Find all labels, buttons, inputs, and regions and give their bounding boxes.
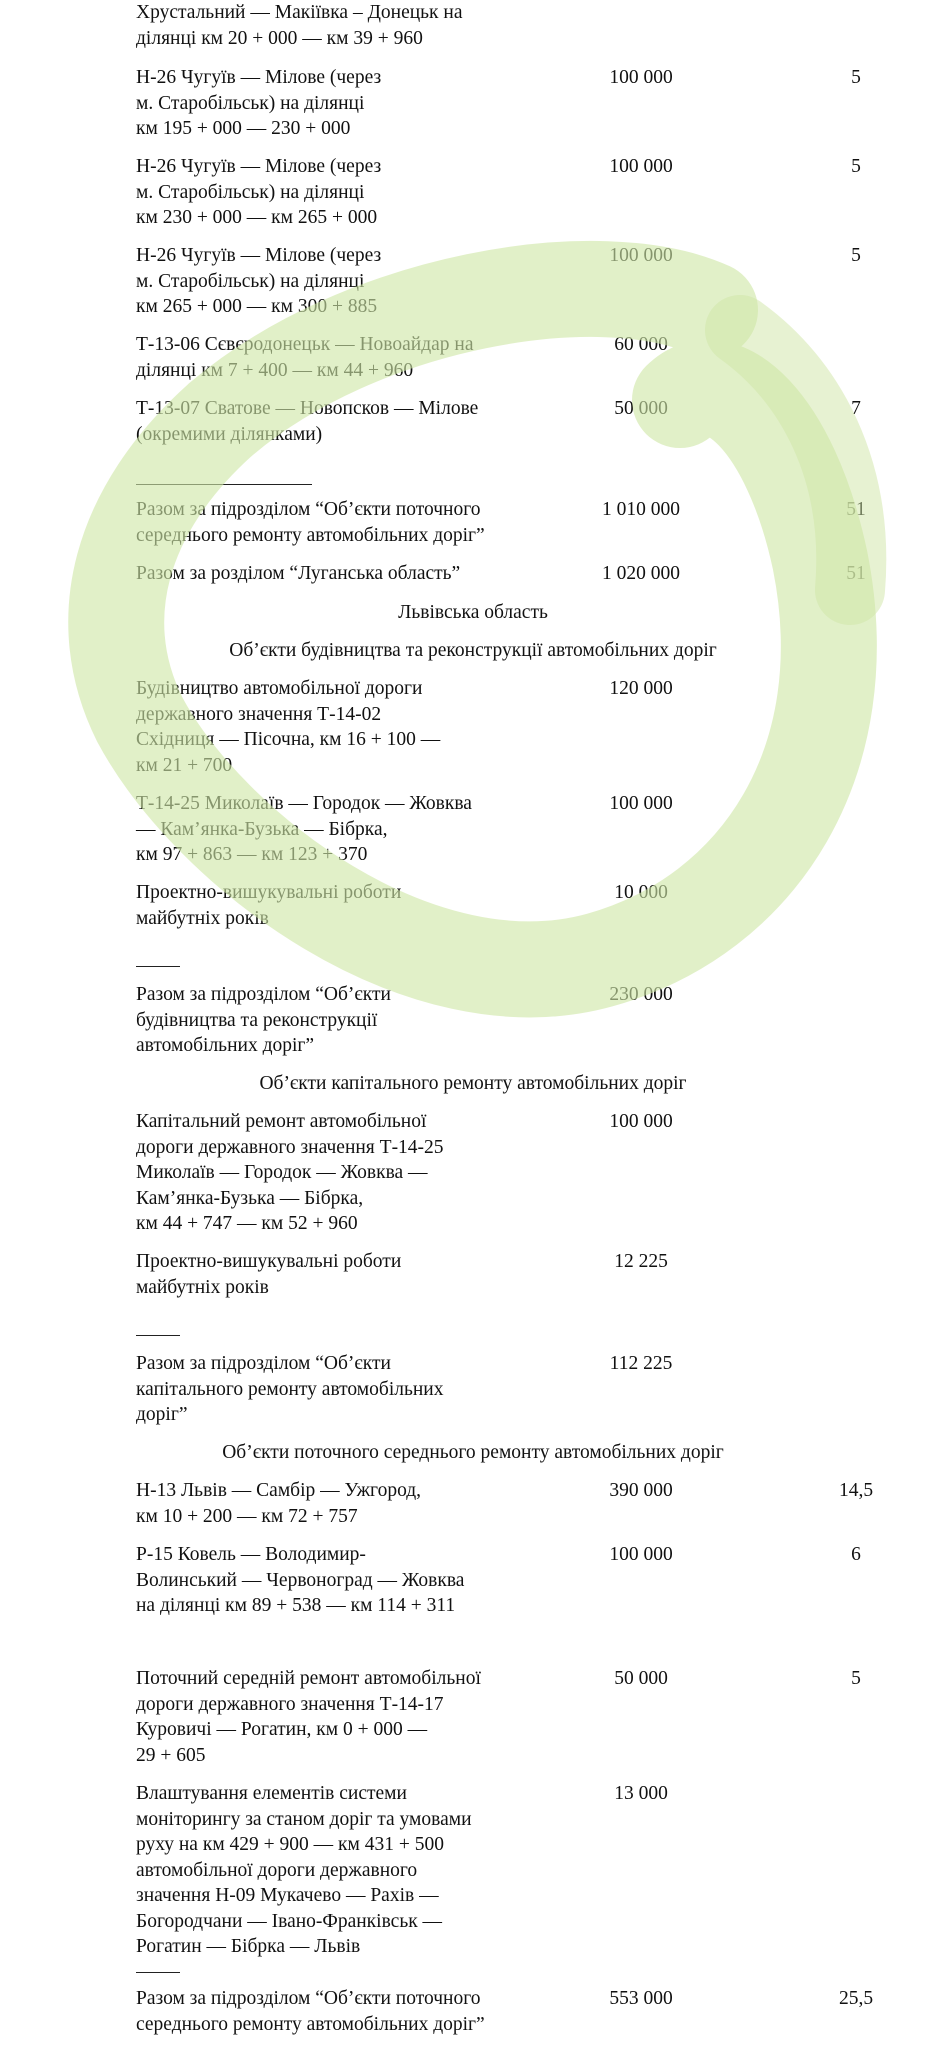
amount-value: 60 000	[614, 334, 668, 355]
region-heading: Львівська область	[398, 602, 548, 623]
subtotal-label: Разом за підрозділом “Об’єкти будівництва та реконструкції автомобільних доріг”	[136, 984, 391, 1056]
length-value: 5	[851, 67, 861, 88]
subtotal-label: Разом за підрозділом “Об’єкти капітального ремонту автомобільних доріг”	[136, 1353, 444, 1425]
object-name: Н-26 Чугуїв — Мілове (через м. Старобільськ) на ділянці км 195 + 000 — 230 + 000	[136, 67, 382, 139]
section-heading: Об’єкти поточного середнього ремонту автомобільних доріг	[222, 1442, 724, 1463]
object-name: Проектно-вишукувальні роботи майбутніх років	[136, 882, 402, 929]
object-name: Влаштування елементів системи моніторингу за станом доріг та умовами руху на км 429 + 900 — км 431 + 500 автомобільної дороги державного значення Н-09 Мукачево — Рахів — Богородчани — Івано-Франківськ — Рогатин — Бібрка — Львів	[136, 1783, 472, 1957]
length-value: 7	[851, 398, 861, 419]
amount-value: 50 000	[614, 398, 668, 419]
object-name: Проектно-вишукувальні роботи майбутніх років	[136, 1251, 402, 1298]
amount-value: 100 000	[609, 156, 673, 177]
section-heading: Об’єкти будівництва та реконструкції автомобільних доріг	[229, 640, 717, 661]
subtotal-amount: 1 010 000	[602, 499, 680, 520]
amount-value: 390 000	[609, 1480, 673, 1501]
divider	[136, 1972, 180, 1973]
section-heading: Об’єкти капітального ремонту автомобільних доріг	[259, 1073, 687, 1094]
amount-value: 50 000	[614, 1668, 668, 1689]
subtotal-label: Разом за підрозділом “Об’єкти поточного середнього ремонту автомобільних доріг”	[136, 1988, 485, 2035]
total-length: 51	[846, 563, 866, 584]
object-name: Капітальний ремонт автомобільної дороги державного значення Т-14-25 Миколаїв — Городок — Жовква — Кам’янка-Бузька — Бібрка, км 44 + 747 — км 52 + 960	[136, 1111, 444, 1234]
object-name: Н-26 Чугуїв — Мілове (через м. Старобільськ) на ділянці км 265 + 000 — км 300 + 885	[136, 245, 382, 317]
amount-value: 12 225	[614, 1251, 668, 1272]
object-name: Н-13 Львів — Самбір — Ужгород, км 10 + 200 — км 72 + 757	[136, 1480, 422, 1527]
highlighter-stroke-inner	[740, 330, 851, 590]
object-name: Н-26 Чугуїв — Мілове (через м. Старобільськ) на ділянці км 230 + 000 — км 265 + 000	[136, 156, 382, 228]
subtotal-length: 25,5	[838, 1988, 874, 2009]
amount-value: 10 000	[614, 882, 668, 903]
divider	[136, 1335, 180, 1336]
subtotal-amount: 112 225	[609, 1353, 673, 1374]
subtotal-length: 51	[846, 499, 866, 520]
object-name: Т-14-25 Миколаїв — Городок — Жовква — Кам’янка-Бузька — Бібрка, км 97 + 863 — км 123 + 370	[136, 793, 472, 865]
length-value: 5	[851, 1668, 861, 1689]
divider	[136, 484, 312, 485]
amount-value: 100 000	[609, 67, 673, 88]
total-label: Разом за розділом “Луганська область”	[136, 563, 461, 584]
divider	[136, 966, 180, 967]
amount-value: 100 000	[609, 1544, 673, 1565]
object-name: Р-15 Ковель — Володимир- Волинський — Червоноград — Жовква на ділянці км 89 + 538 — км 114 + 311	[136, 1544, 465, 1616]
subtotal-amount: 230 000	[609, 984, 673, 1005]
object-name: Поточний середній ремонт автомобільної дороги державного значення Т-14-17 Куровичі — Рогатин, км 0 + 000 — 29 + 605	[136, 1668, 481, 1766]
length-value: 5	[851, 156, 861, 177]
amount-value: 120 000	[609, 678, 673, 699]
subtotal-amount: 553 000	[609, 1988, 673, 2009]
object-name: Хрустальний — Макіївка – Донецьк на ділянці км 20 + 000 — км 39 + 960	[136, 2, 463, 49]
length-value: 6	[851, 1544, 861, 1565]
amount-value: 100 000	[609, 245, 673, 266]
object-name: Будівництво автомобільної дороги державного значення Т-14-02 Східниця — Пісочна, км 16 + 100 — км 21 + 700	[136, 678, 441, 776]
object-name: Т-13-07 Сватове — Новопсков — Мілове (окремими ділянками)	[136, 398, 479, 445]
subtotal-label: Разом за підрозділом “Об’єкти поточного середнього ремонту автомобільних доріг”	[136, 499, 485, 546]
total-amount: 1 020 000	[602, 563, 680, 584]
length-value: 5	[851, 245, 861, 266]
amount-value: 100 000	[609, 793, 673, 814]
amount-value: 13 000	[614, 1783, 668, 1804]
length-value: 14,5	[838, 1480, 874, 1501]
object-name: Т-13-06 Сєвєродонецьк — Новоайдар на ділянці км 7 + 400 — км 44 + 960	[136, 334, 474, 381]
amount-value: 100 000	[609, 1111, 673, 1132]
